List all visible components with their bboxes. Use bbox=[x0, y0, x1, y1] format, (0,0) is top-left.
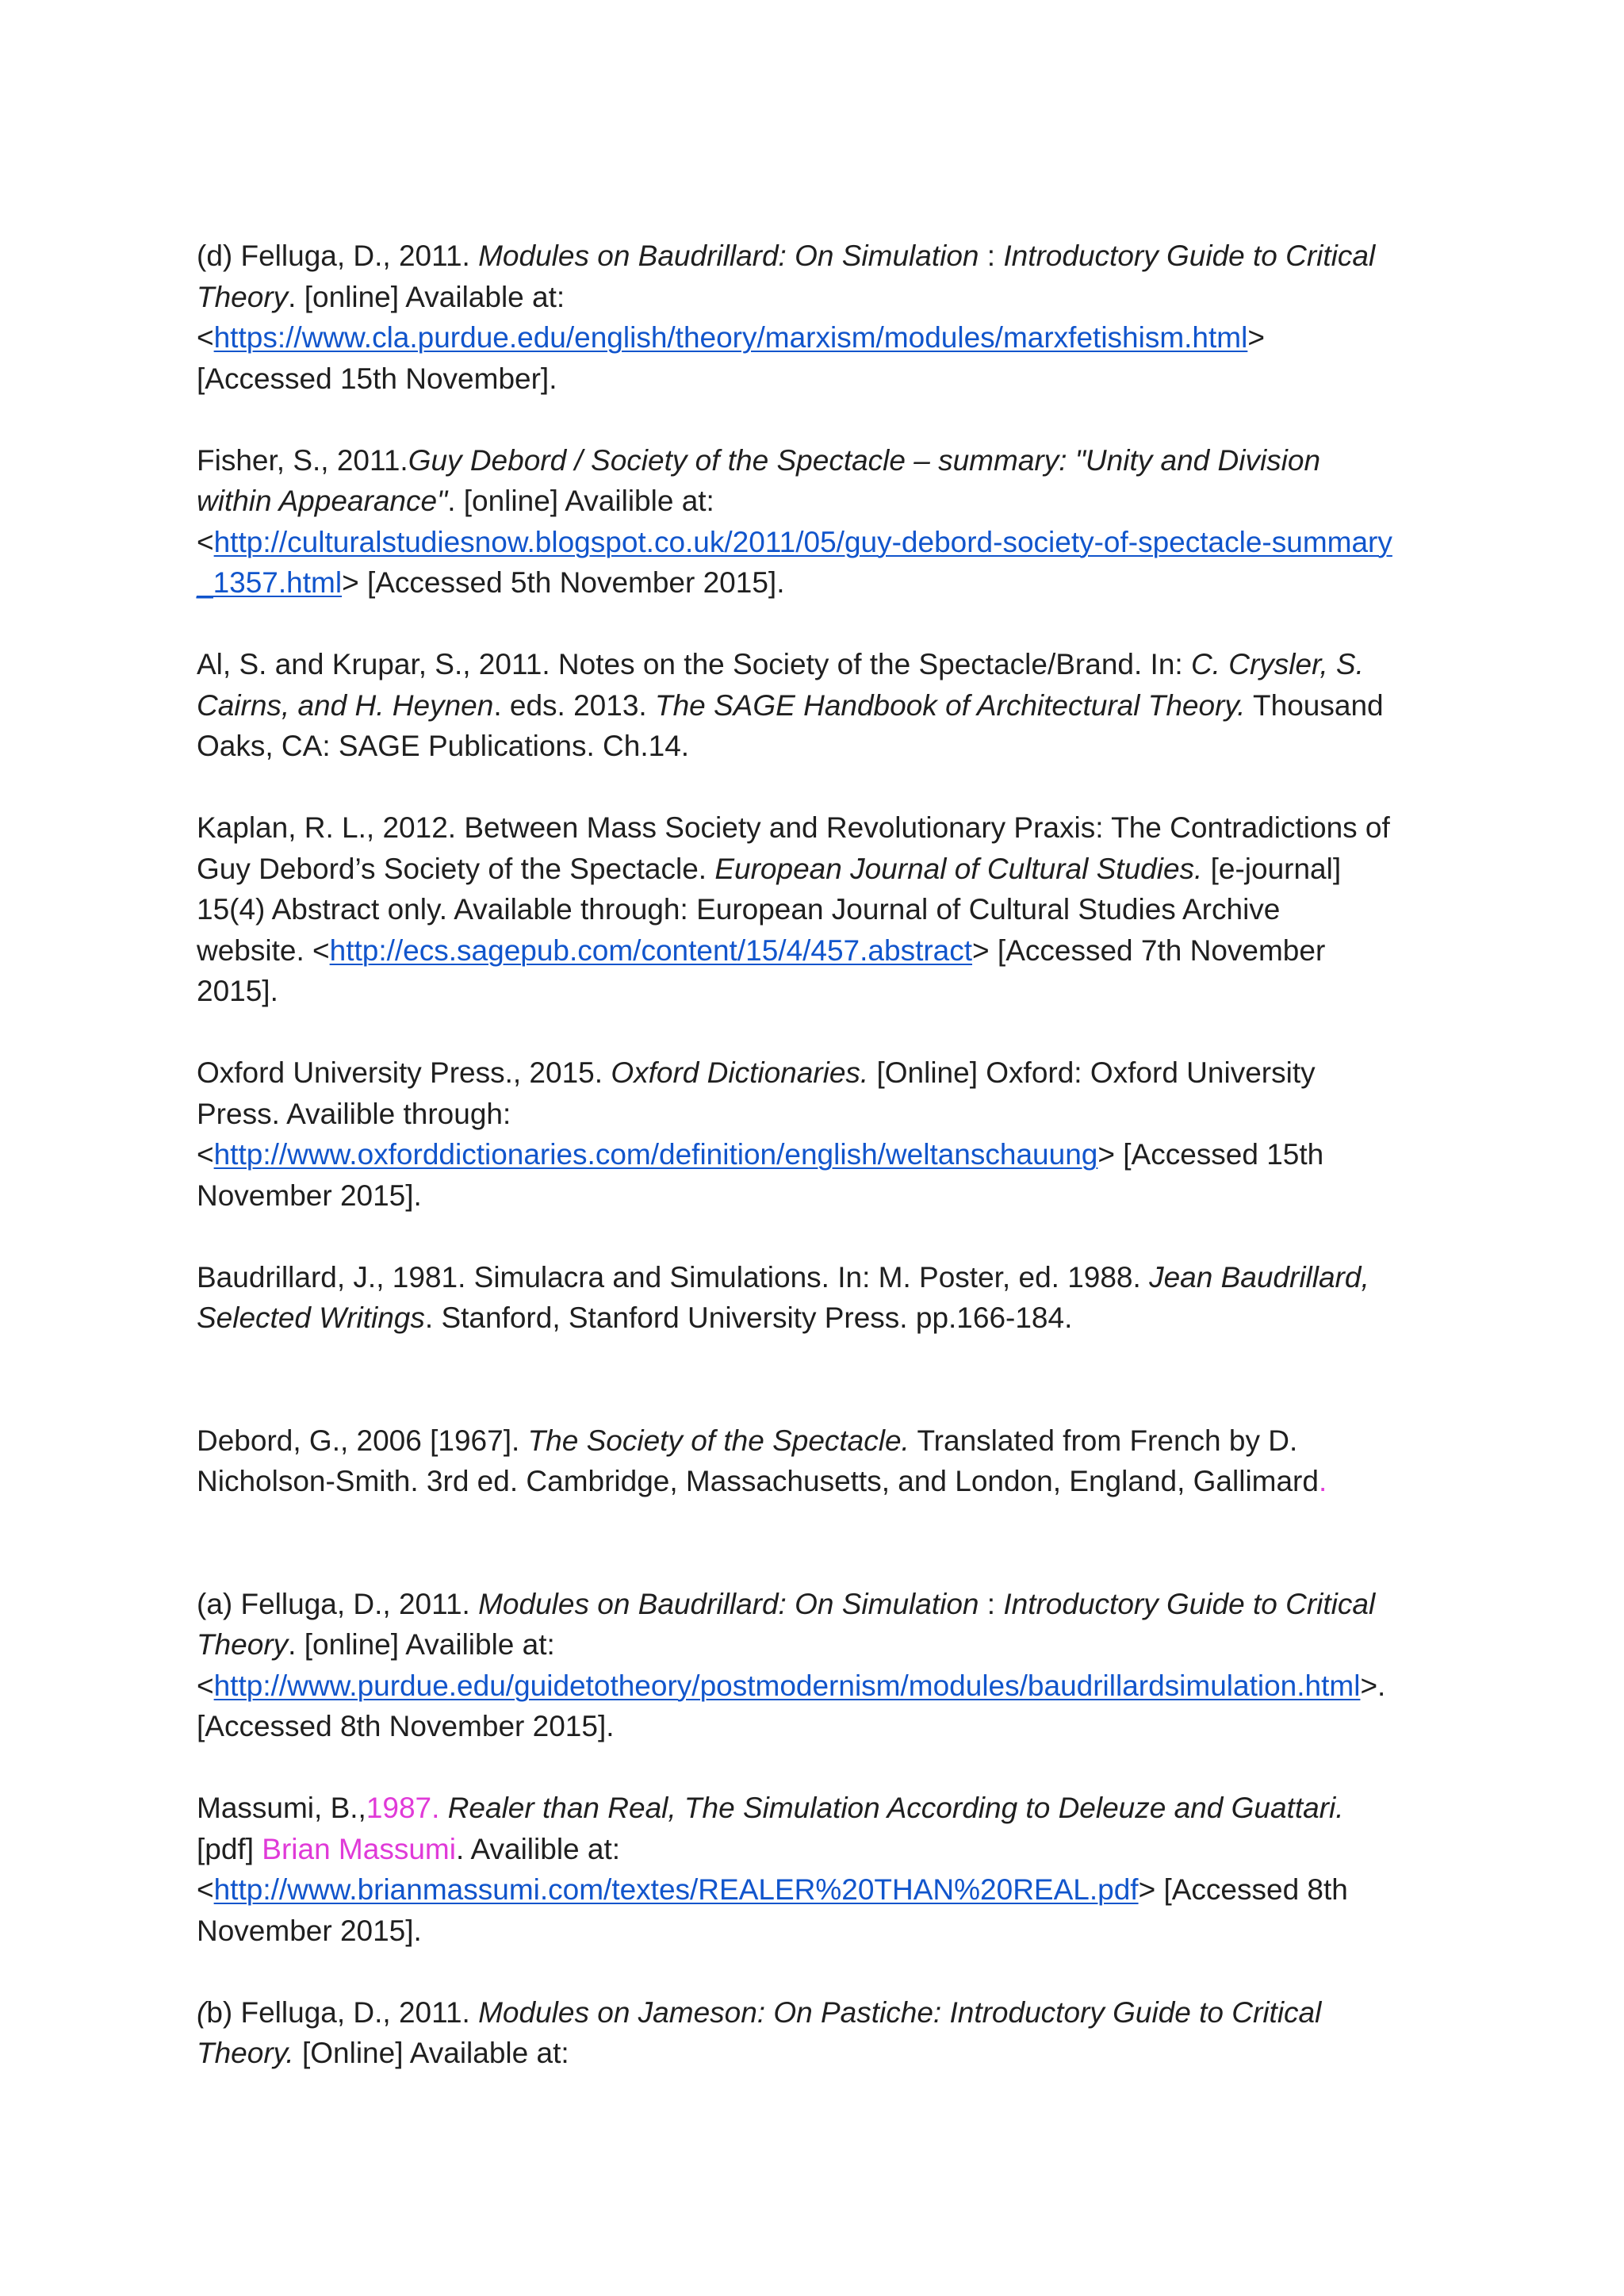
reference-link[interactable]: http://www.oxforddictionaries.com/definition/english/weltanschauung bbox=[213, 1138, 1098, 1171]
reference-entry: Oxford University Press., 2015. Oxford Dictionaries. [Online] Oxford: Oxford University Press. Availible through: <http://www.oxforddictionaries.com/definition/english/weltanschauung> [Accessed 15th November 2015]. bbox=[197, 1056, 1324, 1212]
reference-entry: Fisher, S., 2011.Guy Debord / Society of the Spectacle – summary: "Unity and Division within Appearance". [online] Availible at: <http://culturalstudiesnow.blogspot.co.uk/2011/05/guy-debord-society-of-spectacle-summary _1357.html> [Accessed 5th November 2015]. bbox=[197, 443, 1392, 599]
reference-entry: (b) Felluga, D., 2011. Modules on Jameson: On Pastiche: Introductory Guide to Critical Theory. [Online] Available at: bbox=[197, 1995, 1322, 2069]
reference-link[interactable]: http://www.brianmassumi.com/textes/REALER%20THAN%20REAL.pdf bbox=[213, 1873, 1139, 1906]
reference-entry: Massumi, B.,1987. Realer than Real, The Simulation According to Deleuze and Guattari. [pdf] Brian Massumi. Availible at: <http://www.brianmassumi.com/textes/REALER%20THAN%20REAL.pdf> [Accessed 8th November 2015]. bbox=[197, 1792, 1348, 1947]
reference-link[interactable]: http://www.purdue.edu/guidetotheory/postmodernism/modules/baudrillardsimulation.html bbox=[213, 1669, 1361, 1702]
reference-entry: Al, S. and Krupar, S., 2011. Notes on the Society of the Spectacle/Brand. In: C. Crysler, S. Cairns, and H. Heynen. eds. 2013. The SAGE Handbook of Architectural Theory. Thousand Oaks, CA: SAGE Publications. Ch.14. bbox=[197, 648, 1384, 762]
reference-link[interactable]: https://www.cla.purdue.edu/english/theory/marxism/modules/marxfetishism.html bbox=[213, 321, 1248, 354]
reference-link-continued[interactable]: _1357.html bbox=[197, 566, 343, 599]
reference-link[interactable]: http://ecs.sagepub.com/content/15/4/457.abstract bbox=[329, 933, 973, 967]
reference-link[interactable]: http://culturalstudiesnow.blogspot.co.uk/2011/05/guy-debord-society-of-spectacle-summary bbox=[213, 525, 1392, 558]
reference-entry: Debord, G., 2006 [1967]. The Society of the Spectacle. Translated from French by D. Nicholson-Smith. 3rd ed. Cambridge, Massachusetts, and London, England, Gallimard. bbox=[197, 1424, 1327, 1497]
reference-entry: Baudrillard, J., 1981. Simulacra and Simulations. In: M. Poster, ed. 1988. Jean Baudrillard, Selected Writings. Stanford, Stanford University Press. pp.166-184. bbox=[197, 1260, 1369, 1334]
reference-entry: (d) Felluga, D., 2011. Modules on Baudrillard: On Simulation : Introductory Guide to Critical Theory. [online] Available at: <https://www.cla.purdue.edu/english/theory/marxism/modules/marxfetishism.html> [Accessed 15th November]. bbox=[197, 240, 1376, 395]
reference-list bbox=[197, 236, 1434, 2074]
reference-entry: (a) Felluga, D., 2011. Modules on Baudrillard: On Simulation : Introductory Guide to Critical Theory. [online] Availible at: <http://www.purdue.edu/guidetotheory/postmodernism/modules/baudrillardsimulation.html>. [Accessed 8th November 2015]. bbox=[197, 1587, 1386, 1742]
reference-entry: Kaplan, R. L., 2012. Between Mass Society and Revolutionary Praxis: The Contradictions of Guy Debord’s Society of the Spectacle. European Journal of Cultural Studies. [e-journal] 15(4) Abstract only. Available through: European Journal of Cultural Studies Archive website. <http://ecs.sagepub.com/content/15/4/457.abstract> [Accessed 7th November 2015]. bbox=[197, 811, 1390, 1007]
